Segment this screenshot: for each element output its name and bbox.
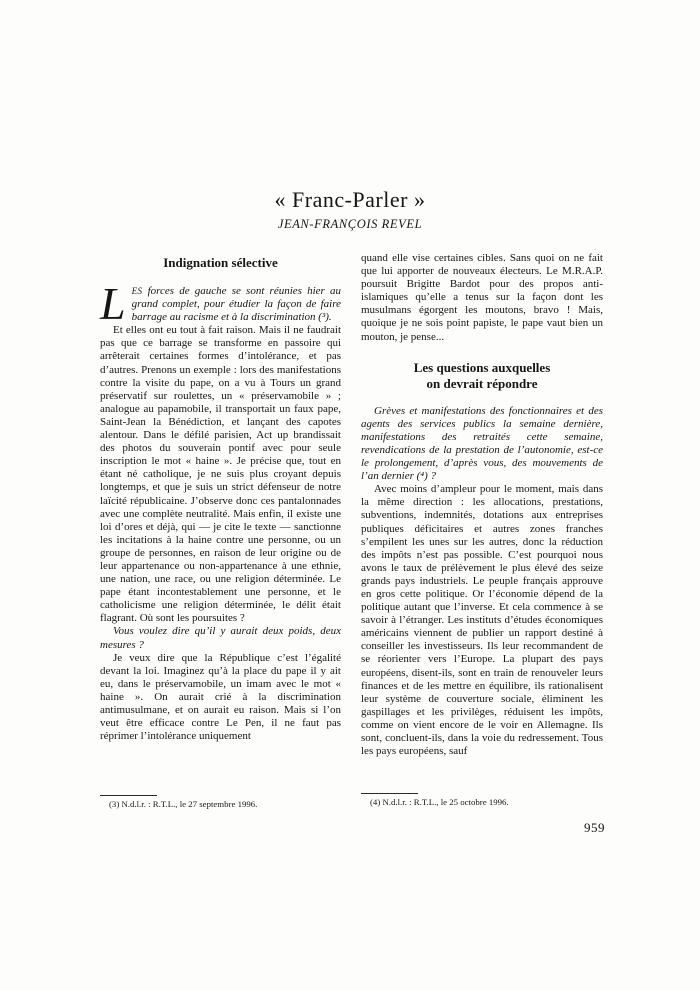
interview-question: Grèves et manifestations des fonctionnaires et des agents des services publics la semaine dernière, manifestations des retraités cette semaine, revendications de la prestation de l’autonomie, est-ce le prolongement, d’après vous, des mouvements de l’an dernier (⁴) ? xyxy=(361,404,603,483)
section-heading-indignation: Indignation sélective xyxy=(163,255,278,270)
right-column xyxy=(361,252,603,758)
drop-cap: L xyxy=(100,278,126,329)
body-paragraph: Et elles ont eu tout à fait raison. Mais il ne faudrait pas que ce barrage se transforme en passoire qui arrêterait certaines formes d’intolérance, et pas d’autres. Prenons un exemple : lors des manifestations contre la visite du pape, on a vu à Tours un grand préservatif sur roulettes, un « préservamobile » ; analogue au papamobile, il transportait un faux pape, Saint-Jean la Bénédiction, et lançant des capotes alentour. Dans le défilé parisien, Act up brandissait des photos du souverain pontif avec pour seule inscription le mot « haine ». Je précise que, tout en étant né catholique, je ne suis plus croyant depuis longtemps, et que je suis un strict défenseur de notre laïcité républicaine. J’observe donc ces pantalonnades avec une complète neutralité. Mais enfin, il existe une loi d’ores et déjà, qui — je cite le texte — sanctionne les incitations à la haine contre une personne, ou un groupe de personnes, en raison de leur origine ou de leur appartenance ou non-appartenance à une ethnie, une nation, une race, ou une religion déterminée. Le pape étant incontestablement une personne, et le catholicisme une religion déterminée, le délit était flagrant. Où sont les poursuites ? xyxy=(100,324,341,625)
body-paragraph: Avec moins d’ampleur pour le moment, mais dans la même direction : les allocations, prestations, subventions, indemnités, dotations aux entreprises publiques déficitaires et autres zones franches s’empilent les unes sur les autres, donc la réduction des impôts n’est pas possible. C’est pourquoi nous avons le taux de prélèvement le plus élevé des seize grands pays industriels. Le peuple français approuve en gros cette politique. Or l’économie dépend de la politique autant que l’inverse. Et cela commence à se savoir à l’étranger. Les instituts d’études économiques américains viennent de publier un rapport destiné à conseiller les investisseurs. Ils leur recommandent de se réorienter vers l’Europe. La plupart des pays européens, disent-ils, sont en train de renouveler leurs finances et de les mettre en équilibre, ils rationalisent leur système de couverture sociale, éliminent les gaspillages et les privilèges, réduisent les impôts, comme on vient encore de le voir en Allemagne. Ils sont, concluent-ils, dans la voie du redressement. Tous les pays européens, sauf xyxy=(361,483,603,758)
lead-in-caps: ES xyxy=(131,286,143,296)
footnote-left xyxy=(100,795,341,810)
section-heading-questions xyxy=(361,360,603,392)
article-author: JEAN-FRANÇOIS REVEL xyxy=(277,217,423,231)
footnote-text: (3) N.d.l.r. : R.T.L., le 27 septembre 1996. xyxy=(109,799,258,809)
footnote-rule xyxy=(100,795,157,796)
lead-text: forces de gauche se sont réunies hier au grand complet, pour étudier la façon de faire barrage au racisme et à la discrimination (³). xyxy=(131,285,341,324)
heading-line-1: Les questions auxquelles xyxy=(413,359,551,375)
interview-question: Vous voulez dire qu’il y aurait deux poids, deux mesures ? xyxy=(100,625,341,651)
article-title: « Franc-Parler » xyxy=(274,186,426,212)
lead-paragraph xyxy=(100,278,341,329)
footnote-rule xyxy=(361,793,418,794)
footnote-right xyxy=(361,793,603,808)
page-number: 959 xyxy=(584,820,605,835)
body-paragraph-continuation: quand elle vise certaines cibles. Sans quoi on ne fait que lui apporter de nouveaux électeurs. Le M.R.A.P. poursuit Brigitte Bardot pour des propos anti-islamiques qu’elle a tenus sur la façon dont les musulmans égorgent les moutons, bravo ! Mais, quoique je ne sois point papiste, le pape vaut bien un mouton, je pense... xyxy=(361,252,603,343)
body-paragraph: Je veux dire que la République c’est l’égalité devant la loi. Imaginez qu’à la place du pape il y ait eu, dans le préservamobile, un imam avec le mot « haine ». On aurait crié à la discrimination antimusulmane, et on aurait eu raison. Mais si l’on veut être efficace contre Le Pen, il ne faut pas réprimer l’intolérance uniquement xyxy=(100,651,341,743)
footnote-text: (4) N.d.l.r. : R.T.L., le 25 octobre 1996. xyxy=(370,797,509,807)
left-column xyxy=(100,252,341,743)
heading-line-2: on devrait répondre xyxy=(426,375,538,391)
